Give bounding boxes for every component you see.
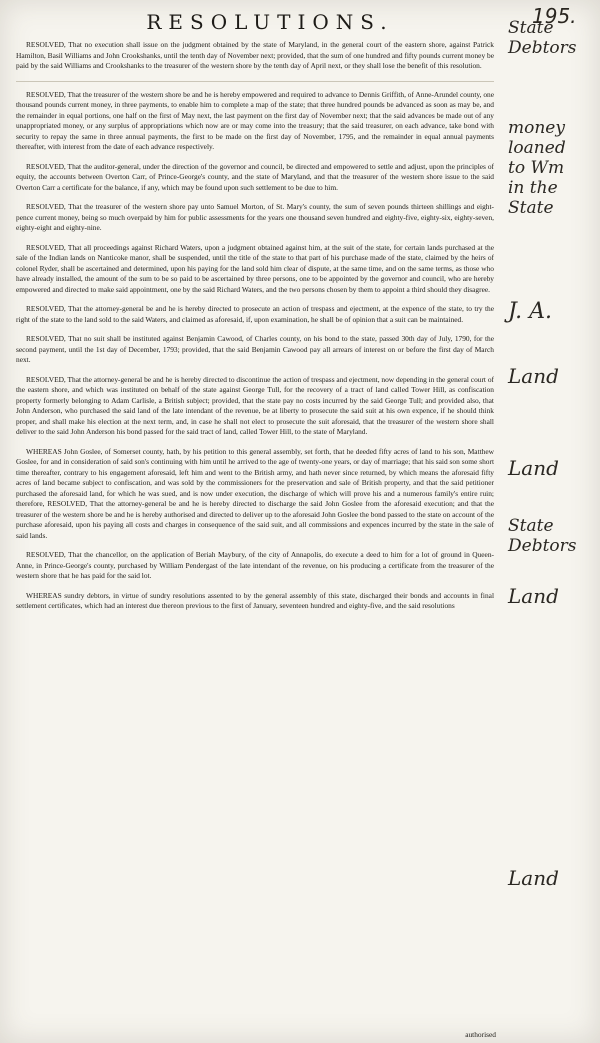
resolution-paragraph: RESOLVED, That the chancellor, on the application of Beriah Maybury, of the city of Annapolis, do execute a deed to him for a lot of ground in Queen-Anne, in Prince-George's county, purchased by William Pendergast of the late intendant of the revenue, on his producing a certificate from the treasurer of the western shore that he has paid for the said lot. — [16, 550, 494, 580]
margin-note: Land — [508, 456, 559, 480]
resolution-paragraph: RESOLVED, That the attorney-general be and he is hereby directed to prosecute an action of trespass and ejectment, at the expence of the state, to try the right of the state to the land sold to the said Waters, and claimed as aforesaid, if, upon examination, he shall be of opinion that a suit can be maintained. — [16, 304, 494, 324]
margin-notes — [500, 0, 600, 1043]
resolution-paragraph: RESOLVED, That the treasurer of the western shore be and he is hereby empowered and required to advance to Dennis Griffith, of Anne-Arundel county, one thousand pounds current money, in three payments, to enable him to complete a map of the state; that three hundred pounds be advanced as soon as may be, and the remainder in equal portions, one half on the first of May next, the last payment on the first day of November next; that the said advances be made out of any unappropriated money, or any surplus of appropriations which now are or may come into the treasury; that the said treasurer, on each advance, take bond with security to repay the same in three annual payments, the first to be made on the first day of November, 1795, and the remainder in equal annual payments thereafter, with interest from the date of each advance respectively. — [16, 89, 494, 151]
resolution-paragraph: RESOLVED, That the treasurer of the western shore pay unto Samuel Morton, of St. Mary's county, the sum of seven pounds thirteen shillings and eight-pence current money, being so much overpaid by him for public assessments for the years one thousand seven hundred and eighty-five, eighty-six, eighty-seven, eighty-eight and eighty-nine. — [16, 202, 494, 232]
resolution-paragraph: WHEREAS sundry debtors, in virtue of sundry resolutions assented to by the general assembly of this state, discharged their bonds and accounts in final settlement certificates, which had an interest due thereon previous to the first of January, seventeen hundred and eighty-five, and the said resolutions — [16, 590, 494, 610]
page-title: RESOLUTIONS. — [146, 10, 394, 34]
margin-note: Land — [508, 364, 559, 388]
resolution-paragraph: RESOLVED, That no suit shall be instituted against Benjamin Cawood, of Charles county, on his bond to the state, passed 30th day of July, 1790, for the second payment, until the 1st day of December, 1793; provided, that the said Benjamin Cawood pay all arrears of interest on or before the first day of March next. — [16, 334, 494, 364]
margin-note: Land — [508, 866, 559, 890]
margin-note: Land — [508, 584, 559, 608]
resolution-paragraph: RESOLVED, That the attorney-general be and he is hereby directed to discontinue the action of trespass and ejectment, now depending in the general court of the eastern shore, and which was instituted on behalf of the state against George Tull, for the recovery of a tract of land called Tower Hill, as confiscation property formerly belonging to Adam Carlisle, a British subject; provided, that the state pay no costs incurred by the said George Tull; and provided also, that John Anderson, who purchased the said land of the late intendant of the revenue, be at liberty to prosecute the said suit at his own expence, if he should think proper, and shall make his election at the next term, and, in case he shall not elect to prosecute the suit aforesaid, that the treasurer of the western shore shall deliver to the said John Anderson his bond passed for the said tract of land, called Tower Hill, to the state of Maryland. — [16, 374, 494, 436]
margin-note: money loaned to Wm in the State — [508, 118, 566, 218]
resolution-paragraph: RESOLVED, That no execution shall issue on the judgment obtained by the state of Maryland, in the general court of the eastern shore, against Patrick Hamilton, Basil Williams and John Crookshanks, until the tenth day of November next; provided, that the sum of one hundred and fifty pounds current money be paid by the said Williams and Crookshanks to the treasurer of the western shore by the tenth day of April next, or they shall lose the benefit of this resolution. — [16, 40, 494, 70]
divider — [16, 81, 494, 82]
resolution-paragraph: WHEREAS John Goslee, of Somerset county, hath, by his petition to this general assembly, set forth, that he deeded fifty acres of land to his son, Matthew Goslee, for and in consideration of said son's continuing with him until he arrived to the age of twenty-one years, or day of marriage; that his said son some short time thereafter, contrary to his engagement aforesaid, left him and went to the British army, and hath never since returned, by which means the aforesaid fifty acres of land became subject to confiscation, and was sold by the commissioners for the preservation and sale of British property, and that the said petitioner purchased the aforesaid land, for which he was sued, and is now under execution, the discharge of which will prove his and a numerous family's entire ruin; therefore, RESOLVED, That the attorney-general be and he is hereby directed to discharge the said John Goslee from the aforesaid execution; and that the treasurer of the western shore be and he is hereby authorised and directed to deliver up to the aforesaid John Goslee the bond passed to the state on account of the purchase aforesaid, upon his paying all costs and charges in consequence of the said suit, and all commissions and expences incurred by the state in the sale of said lands. — [16, 446, 494, 540]
catchword: authorised — [465, 1030, 496, 1039]
resolution-paragraph: RESOLVED, That the auditor-general, under the direction of the governor and council, be directed and empowered to settle and adjust, upon the principles of equity, the accounts between Overton Carr, of Prince-George's county, and the state of Maryland, and that the treasurer of the western shore issue to the said Overton Carr a certificate for the balance, if any, which may be found upon such settlement to be due to him. — [16, 161, 494, 192]
margin-note: State Debtors — [508, 18, 577, 58]
resolutions-column — [16, 40, 494, 1040]
margin-note: State Debtors — [508, 516, 577, 556]
resolution-paragraph: RESOLVED, That all proceedings against Richard Waters, upon a judgment obtained against him, at the suit of the state, for certain lands purchased at the sale of the Indian lands on Nanticoke manor, shall be suspended, until the title of the state to that part of his purchase made of the state, claimed by the heirs of colonel Ryder, shall be ascertained and determined, upon his paying for the land sold him clear of dispute, at the same time, and on the same terms, as those who have already installed, the amount of the sum to be so paid to be ascertained by three persons, one to be appointed by the governor and council, who are hereby empowered and directed to make said appointment, one by the said Richard Waters, and the two persons chosen by them to appoint a third should they disagree. — [16, 242, 494, 294]
margin-note: J. A. — [508, 299, 552, 324]
folio-number: 195. — [532, 4, 577, 28]
